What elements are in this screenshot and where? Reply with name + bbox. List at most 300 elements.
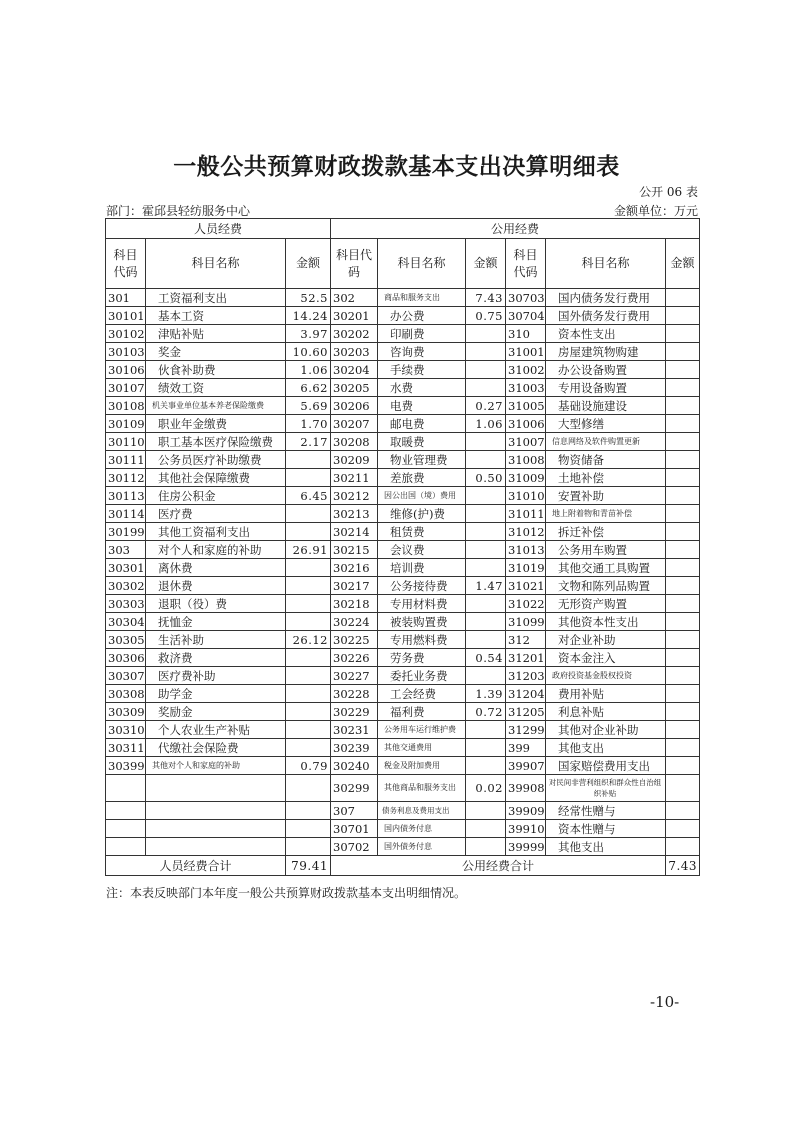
public-code-cell: 30204 bbox=[331, 361, 378, 379]
public-code-cell: 30229 bbox=[331, 703, 378, 721]
public-amount-cell bbox=[466, 757, 506, 775]
public-name-cell: 维修(护)费 bbox=[378, 505, 466, 523]
personnel-code-cell: 30302 bbox=[106, 577, 146, 595]
public-extra-amount-cell bbox=[666, 469, 700, 487]
public-extra-name-cell: 信息网络及软件购置更新 bbox=[546, 433, 666, 451]
public-total-label: 公用经费合计 bbox=[331, 856, 666, 876]
personnel-name-cell: 奖励金 bbox=[146, 703, 286, 721]
public-extra-name-cell: 资本性支出 bbox=[546, 325, 666, 343]
public-extra-code-cell: 31002 bbox=[506, 361, 546, 379]
personnel-total-label: 人员经费合计 bbox=[106, 856, 286, 876]
public-extra-amount-cell bbox=[666, 667, 700, 685]
public-name-cell: 物业管理费 bbox=[378, 451, 466, 469]
public-extra-code-cell: 30704 bbox=[506, 307, 546, 325]
public-code-cell: 30228 bbox=[331, 685, 378, 703]
public-extra-amount-cell bbox=[666, 775, 700, 802]
personnel-amount-cell bbox=[286, 649, 331, 667]
public-extra-code-cell: 31005 bbox=[506, 397, 546, 415]
personnel-amount-cell: 5.69 bbox=[286, 397, 331, 415]
public-extra-amount-cell bbox=[666, 631, 700, 649]
public-name-cell: 办公费 bbox=[378, 307, 466, 325]
personnel-code-cell: 30114 bbox=[106, 505, 146, 523]
personnel-name-cell: 医疗费 bbox=[146, 505, 286, 523]
personnel-name-cell: 奖金 bbox=[146, 343, 286, 361]
public-extra-code-cell: 31011 bbox=[506, 505, 546, 523]
table-row bbox=[106, 289, 700, 307]
public-extra-name-cell: 资本性赠与 bbox=[546, 820, 666, 838]
public-name-cell: 其他交通费用 bbox=[378, 739, 466, 757]
public-amount-cell bbox=[466, 820, 506, 838]
page-title: 一般公共预算财政拨款基本支出决算明细表 bbox=[173, 154, 620, 180]
personnel-name-cell: 退休费 bbox=[146, 577, 286, 595]
personnel-name-cell: 救济费 bbox=[146, 649, 286, 667]
public-extra-amount-cell bbox=[666, 577, 700, 595]
public-code-cell: 30209 bbox=[331, 451, 378, 469]
public-code-cell: 30213 bbox=[331, 505, 378, 523]
public-amount-cell bbox=[466, 802, 506, 820]
public-extra-amount-cell bbox=[666, 838, 700, 856]
public-extra-code-cell: 31201 bbox=[506, 649, 546, 667]
personnel-amount-cell bbox=[286, 685, 331, 703]
personnel-name-cell bbox=[146, 820, 286, 838]
public-code-cell: 30299 bbox=[331, 775, 378, 802]
public-code-cell: 30207 bbox=[331, 415, 378, 433]
personnel-code-cell: 30303 bbox=[106, 595, 146, 613]
public-extra-amount-cell bbox=[666, 325, 700, 343]
public-extra-amount-cell bbox=[666, 703, 700, 721]
table-row bbox=[106, 451, 700, 469]
public-name-cell: 差旅费 bbox=[378, 469, 466, 487]
public-amount-cell bbox=[466, 559, 506, 577]
col-header-amount: 金额 bbox=[466, 239, 506, 289]
personnel-name-cell: 住房公积金 bbox=[146, 487, 286, 505]
public-name-cell: 取暖费 bbox=[378, 433, 466, 451]
public-extra-code-cell: 31001 bbox=[506, 343, 546, 361]
personnel-name-cell: 退职（役）费 bbox=[146, 595, 286, 613]
public-extra-code-cell: 31012 bbox=[506, 523, 546, 541]
col-header-amount: 金额 bbox=[666, 239, 700, 289]
department-label: 部门：霍邱县轻纺服务中心 bbox=[106, 204, 251, 218]
public-extra-code-cell: 31203 bbox=[506, 667, 546, 685]
personnel-code-cell: 30109 bbox=[106, 415, 146, 433]
personnel-name-cell: 抚恤金 bbox=[146, 613, 286, 631]
public-amount-cell bbox=[466, 721, 506, 739]
table-row bbox=[106, 685, 700, 703]
page-number: -10- bbox=[650, 993, 680, 1011]
personnel-amount-cell: 26.12 bbox=[286, 631, 331, 649]
table-row bbox=[106, 343, 700, 361]
public-code-cell: 302 bbox=[331, 289, 378, 307]
personnel-amount-cell bbox=[286, 775, 331, 802]
personnel-code-cell: 301 bbox=[106, 289, 146, 307]
personnel-code-cell: 30301 bbox=[106, 559, 146, 577]
unit-label: 金额单位：万元 bbox=[613, 204, 698, 218]
public-extra-amount-cell bbox=[666, 802, 700, 820]
table-row bbox=[106, 838, 700, 856]
public-extra-name-cell: 土地补偿 bbox=[546, 469, 666, 487]
col-header-code: 科目代码 bbox=[106, 239, 146, 289]
public-extra-code-cell: 312 bbox=[506, 631, 546, 649]
public-amount-cell: 0.54 bbox=[466, 649, 506, 667]
personnel-amount-cell bbox=[286, 838, 331, 856]
public-amount-cell: 1.06 bbox=[466, 415, 506, 433]
public-name-cell: 其他商品和服务支出 bbox=[378, 775, 466, 802]
public-extra-name-cell: 政府投资基金股权投资 bbox=[546, 667, 666, 685]
public-amount-cell bbox=[466, 325, 506, 343]
personnel-amount-cell bbox=[286, 613, 331, 631]
public-amount-cell bbox=[466, 739, 506, 757]
personnel-name-cell: 绩效工资 bbox=[146, 379, 286, 397]
public-extra-amount-cell bbox=[666, 649, 700, 667]
public-extra-name-cell: 其他资本性支出 bbox=[546, 613, 666, 631]
col-header-code: 科目代码 bbox=[331, 239, 378, 289]
table-row bbox=[106, 541, 700, 559]
public-extra-code-cell: 31010 bbox=[506, 487, 546, 505]
public-amount-cell bbox=[466, 451, 506, 469]
personnel-code-cell: 30307 bbox=[106, 667, 146, 685]
footnote: 注：本表反映部门本年度一般公共预算财政拨款基本支出明细情况。 bbox=[106, 886, 467, 900]
personnel-name-cell: 伙食补助费 bbox=[146, 361, 286, 379]
personnel-code-cell: 30199 bbox=[106, 523, 146, 541]
personnel-code-cell: 303 bbox=[106, 541, 146, 559]
personnel-amount-cell: 14.24 bbox=[286, 307, 331, 325]
table-row bbox=[106, 415, 700, 433]
public-amount-cell: 0.75 bbox=[466, 307, 506, 325]
public-code-cell: 30240 bbox=[331, 757, 378, 775]
public-extra-code-cell: 31013 bbox=[506, 541, 546, 559]
personnel-code-cell: 30311 bbox=[106, 739, 146, 757]
column-header-row bbox=[106, 239, 700, 289]
public-code-cell: 30202 bbox=[331, 325, 378, 343]
personnel-code-cell: 30108 bbox=[106, 397, 146, 415]
table-row bbox=[106, 469, 700, 487]
table-row bbox=[106, 577, 700, 595]
public-extra-code-cell: 31021 bbox=[506, 577, 546, 595]
personnel-code-cell: 30106 bbox=[106, 361, 146, 379]
personnel-group-header: 人员经费 bbox=[106, 219, 331, 239]
public-amount-cell bbox=[466, 487, 506, 505]
personnel-code-cell: 30306 bbox=[106, 649, 146, 667]
public-extra-amount-cell bbox=[666, 397, 700, 415]
public-name-cell: 工会经费 bbox=[378, 685, 466, 703]
personnel-amount-cell bbox=[286, 721, 331, 739]
form-number: 公开 06 表 bbox=[639, 185, 698, 199]
public-extra-name-cell: 其他交通工具购置 bbox=[546, 559, 666, 577]
public-extra-code-cell: 31006 bbox=[506, 415, 546, 433]
public-name-cell: 债务利息及费用支出 bbox=[378, 802, 466, 820]
public-extra-code-cell: 31022 bbox=[506, 595, 546, 613]
public-name-cell: 因公出国（境）费用 bbox=[378, 487, 466, 505]
public-code-cell: 30701 bbox=[331, 820, 378, 838]
public-extra-amount-cell bbox=[666, 451, 700, 469]
table-row bbox=[106, 307, 700, 325]
table-row bbox=[106, 595, 700, 613]
personnel-name-cell: 对个人和家庭的补助 bbox=[146, 541, 286, 559]
public-extra-amount-cell bbox=[666, 433, 700, 451]
table-row bbox=[106, 325, 700, 343]
col-header-amount: 金额 bbox=[286, 239, 331, 289]
personnel-amount-cell: 6.45 bbox=[286, 487, 331, 505]
personnel-code-cell bbox=[106, 802, 146, 820]
table-row bbox=[106, 397, 700, 415]
public-extra-code-cell: 31009 bbox=[506, 469, 546, 487]
personnel-name-cell: 公务员医疗补助缴费 bbox=[146, 451, 286, 469]
public-extra-name-cell: 国内债务发行费用 bbox=[546, 289, 666, 307]
personnel-name-cell: 机关事业单位基本养老保险缴费 bbox=[146, 397, 286, 415]
public-amount-cell bbox=[466, 613, 506, 631]
public-extra-code-cell: 310 bbox=[506, 325, 546, 343]
personnel-amount-cell: 26.91 bbox=[286, 541, 331, 559]
public-group-header: 公用经费 bbox=[331, 219, 700, 239]
public-extra-name-cell: 资本金注入 bbox=[546, 649, 666, 667]
public-name-cell: 福利费 bbox=[378, 703, 466, 721]
table-row bbox=[106, 775, 700, 802]
public-extra-amount-cell bbox=[666, 487, 700, 505]
table-row bbox=[106, 649, 700, 667]
public-extra-name-cell: 专用设备购置 bbox=[546, 379, 666, 397]
public-extra-amount-cell bbox=[666, 820, 700, 838]
public-name-cell: 被装购置费 bbox=[378, 613, 466, 631]
personnel-code-cell: 30399 bbox=[106, 757, 146, 775]
public-extra-amount-cell bbox=[666, 523, 700, 541]
public-extra-code-cell: 31099 bbox=[506, 613, 546, 631]
personnel-amount-cell: 1.70 bbox=[286, 415, 331, 433]
public-extra-name-cell: 物资储备 bbox=[546, 451, 666, 469]
personnel-code-cell: 30101 bbox=[106, 307, 146, 325]
public-name-cell: 商品和服务支出 bbox=[378, 289, 466, 307]
public-extra-amount-cell bbox=[666, 307, 700, 325]
public-amount-cell bbox=[466, 595, 506, 613]
public-extra-name-cell: 拆迁补偿 bbox=[546, 523, 666, 541]
expenditure-table bbox=[105, 218, 700, 876]
table-row bbox=[106, 523, 700, 541]
public-extra-code-cell: 39908 bbox=[506, 775, 546, 802]
public-extra-name-cell: 其他对企业补助 bbox=[546, 721, 666, 739]
personnel-name-cell bbox=[146, 802, 286, 820]
public-code-cell: 30205 bbox=[331, 379, 378, 397]
public-name-cell: 水费 bbox=[378, 379, 466, 397]
col-header-name: 科目名称 bbox=[146, 239, 286, 289]
public-extra-amount-cell bbox=[666, 739, 700, 757]
public-amount-cell bbox=[466, 379, 506, 397]
public-name-cell: 电费 bbox=[378, 397, 466, 415]
personnel-code-cell bbox=[106, 838, 146, 856]
public-code-cell: 30211 bbox=[331, 469, 378, 487]
public-extra-amount-cell bbox=[666, 289, 700, 307]
public-amount-cell: 0.27 bbox=[466, 397, 506, 415]
public-code-cell: 30224 bbox=[331, 613, 378, 631]
table-row bbox=[106, 739, 700, 757]
personnel-name-cell: 津贴补贴 bbox=[146, 325, 286, 343]
personnel-amount-cell: 10.60 bbox=[286, 343, 331, 361]
public-amount-cell bbox=[466, 505, 506, 523]
public-amount-cell: 0.50 bbox=[466, 469, 506, 487]
public-amount-cell bbox=[466, 838, 506, 856]
public-extra-code-cell: 31299 bbox=[506, 721, 546, 739]
public-extra-name-cell: 其他支出 bbox=[546, 838, 666, 856]
public-extra-amount-cell bbox=[666, 541, 700, 559]
public-amount-cell bbox=[466, 541, 506, 559]
public-extra-name-cell: 地上附着物和青苗补偿 bbox=[546, 505, 666, 523]
public-name-cell: 税金及附加费用 bbox=[378, 757, 466, 775]
personnel-code-cell: 30112 bbox=[106, 469, 146, 487]
public-name-cell: 专用材料费 bbox=[378, 595, 466, 613]
personnel-amount-cell bbox=[286, 595, 331, 613]
public-extra-name-cell: 安置补助 bbox=[546, 487, 666, 505]
personnel-name-cell bbox=[146, 838, 286, 856]
personnel-code-cell: 30305 bbox=[106, 631, 146, 649]
personnel-name-cell: 工资福利支出 bbox=[146, 289, 286, 307]
public-extra-code-cell: 30703 bbox=[506, 289, 546, 307]
public-extra-code-cell: 39909 bbox=[506, 802, 546, 820]
public-code-cell: 30702 bbox=[331, 838, 378, 856]
personnel-code-cell: 30103 bbox=[106, 343, 146, 361]
public-code-cell: 30216 bbox=[331, 559, 378, 577]
public-extra-name-cell: 大型修缮 bbox=[546, 415, 666, 433]
public-name-cell: 劳务费 bbox=[378, 649, 466, 667]
personnel-amount-cell bbox=[286, 469, 331, 487]
public-extra-amount-cell bbox=[666, 595, 700, 613]
public-code-cell: 307 bbox=[331, 802, 378, 820]
public-extra-name-cell: 公务用车购置 bbox=[546, 541, 666, 559]
public-code-cell: 30206 bbox=[331, 397, 378, 415]
public-extra-name-cell: 基础设施建设 bbox=[546, 397, 666, 415]
public-extra-code-cell: 31019 bbox=[506, 559, 546, 577]
public-name-cell: 培训费 bbox=[378, 559, 466, 577]
public-name-cell: 邮电费 bbox=[378, 415, 466, 433]
public-extra-code-cell: 31003 bbox=[506, 379, 546, 397]
public-name-cell: 公务接待费 bbox=[378, 577, 466, 595]
table-row bbox=[106, 721, 700, 739]
public-extra-amount-cell bbox=[666, 415, 700, 433]
personnel-amount-cell bbox=[286, 820, 331, 838]
public-code-cell: 30225 bbox=[331, 631, 378, 649]
personnel-code-cell: 30304 bbox=[106, 613, 146, 631]
public-name-cell: 咨询费 bbox=[378, 343, 466, 361]
table-row bbox=[106, 820, 700, 838]
personnel-amount-cell: 1.06 bbox=[286, 361, 331, 379]
public-extra-code-cell: 31205 bbox=[506, 703, 546, 721]
public-name-cell: 手续费 bbox=[378, 361, 466, 379]
public-amount-cell: 0.02 bbox=[466, 775, 506, 802]
col-header-name: 科目名称 bbox=[378, 239, 466, 289]
personnel-name-cell: 职业年金缴费 bbox=[146, 415, 286, 433]
personnel-amount-cell bbox=[286, 559, 331, 577]
table-row bbox=[106, 559, 700, 577]
personnel-code-cell: 30111 bbox=[106, 451, 146, 469]
public-extra-amount-cell bbox=[666, 343, 700, 361]
personnel-name-cell: 代缴社会保险费 bbox=[146, 739, 286, 757]
personnel-name-cell: 基本工资 bbox=[146, 307, 286, 325]
col-header-name: 科目名称 bbox=[546, 239, 666, 289]
table-row bbox=[106, 667, 700, 685]
public-extra-name-cell: 办公设备购置 bbox=[546, 361, 666, 379]
public-extra-name-cell: 对企业补助 bbox=[546, 631, 666, 649]
personnel-amount-cell: 2.17 bbox=[286, 433, 331, 451]
personnel-amount-cell bbox=[286, 523, 331, 541]
table-row bbox=[106, 361, 700, 379]
public-extra-name-cell: 国外债务发行费用 bbox=[546, 307, 666, 325]
public-code-cell: 30212 bbox=[331, 487, 378, 505]
public-name-cell: 会议费 bbox=[378, 541, 466, 559]
public-code-cell: 30201 bbox=[331, 307, 378, 325]
personnel-amount-cell bbox=[286, 505, 331, 523]
personnel-amount-cell bbox=[286, 577, 331, 595]
personnel-amount-cell: 52.5 bbox=[286, 289, 331, 307]
table-row bbox=[106, 487, 700, 505]
personnel-name-cell bbox=[146, 775, 286, 802]
public-total-amount: 7.43 bbox=[666, 856, 700, 876]
public-code-cell: 30214 bbox=[331, 523, 378, 541]
public-extra-name-cell: 费用补贴 bbox=[546, 685, 666, 703]
public-name-cell: 国外债务付息 bbox=[378, 838, 466, 856]
public-name-cell: 国内债务付息 bbox=[378, 820, 466, 838]
table-row bbox=[106, 703, 700, 721]
public-code-cell: 30215 bbox=[331, 541, 378, 559]
public-code-cell: 30203 bbox=[331, 343, 378, 361]
public-amount-cell bbox=[466, 631, 506, 649]
public-code-cell: 30208 bbox=[331, 433, 378, 451]
personnel-code-cell: 30110 bbox=[106, 433, 146, 451]
public-code-cell: 30239 bbox=[331, 739, 378, 757]
public-extra-amount-cell bbox=[666, 505, 700, 523]
personnel-total-amount: 79.41 bbox=[286, 856, 331, 876]
public-extra-name-cell: 国家赔偿费用支出 bbox=[546, 757, 666, 775]
personnel-amount-cell: 6.62 bbox=[286, 379, 331, 397]
public-extra-name-cell: 对民间非营利组织和群众性自治组织补贴 bbox=[546, 775, 666, 802]
public-extra-amount-cell bbox=[666, 613, 700, 631]
personnel-name-cell: 个人农业生产补贴 bbox=[146, 721, 286, 739]
public-amount-cell: 7.43 bbox=[466, 289, 506, 307]
public-amount-cell bbox=[466, 361, 506, 379]
personnel-amount-cell bbox=[286, 802, 331, 820]
public-amount-cell bbox=[466, 433, 506, 451]
public-extra-name-cell: 房屋建筑物购建 bbox=[546, 343, 666, 361]
public-extra-name-cell: 利息补贴 bbox=[546, 703, 666, 721]
personnel-code-cell: 30310 bbox=[106, 721, 146, 739]
personnel-code-cell: 30309 bbox=[106, 703, 146, 721]
public-extra-name-cell: 文物和陈列品购置 bbox=[546, 577, 666, 595]
personnel-code-cell bbox=[106, 820, 146, 838]
personnel-amount-cell bbox=[286, 739, 331, 757]
public-extra-amount-cell bbox=[666, 757, 700, 775]
public-name-cell: 专用燃料费 bbox=[378, 631, 466, 649]
personnel-amount-cell bbox=[286, 451, 331, 469]
personnel-name-cell: 生活补助 bbox=[146, 631, 286, 649]
public-extra-code-cell: 31008 bbox=[506, 451, 546, 469]
personnel-name-cell: 其他对个人和家庭的补助 bbox=[146, 757, 286, 775]
public-code-cell: 30226 bbox=[331, 649, 378, 667]
public-extra-amount-cell bbox=[666, 361, 700, 379]
public-extra-code-cell: 31204 bbox=[506, 685, 546, 703]
public-code-cell: 30227 bbox=[331, 667, 378, 685]
table-row bbox=[106, 802, 700, 820]
personnel-name-cell: 医疗费补助 bbox=[146, 667, 286, 685]
public-amount-cell: 1.47 bbox=[466, 577, 506, 595]
public-extra-code-cell: 39910 bbox=[506, 820, 546, 838]
public-name-cell: 公务用车运行维护费 bbox=[378, 721, 466, 739]
personnel-code-cell: 30308 bbox=[106, 685, 146, 703]
table-row bbox=[106, 757, 700, 775]
table-row bbox=[106, 505, 700, 523]
personnel-name-cell: 助学金 bbox=[146, 685, 286, 703]
public-extra-code-cell: 39907 bbox=[506, 757, 546, 775]
totals-row bbox=[106, 856, 700, 876]
public-extra-name-cell: 经常性赠与 bbox=[546, 802, 666, 820]
public-name-cell: 委托业务费 bbox=[378, 667, 466, 685]
public-extra-amount-cell bbox=[666, 721, 700, 739]
public-extra-code-cell: 399 bbox=[506, 739, 546, 757]
